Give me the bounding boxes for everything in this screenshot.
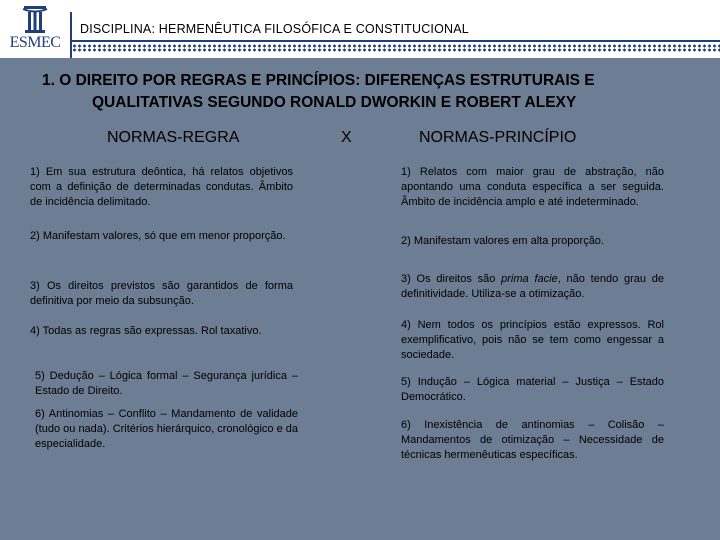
header-bar [0,0,720,58]
left-item-5: 5) Dedução – Lógica formal – Segurança jurídica – Estado de Direito. [35,370,298,397]
left-column-heading: NORMAS-REGRA [107,129,240,146]
prima-facie-emphasis: prima facie [501,273,558,285]
left-item-6: 6) Antinomias – Conflito – Mandamento de validade (tudo ou nada). Critérios hierárquico, cronológico e da especialidade. [35,408,298,450]
versus-separator: X [341,129,352,146]
right-column-heading: NORMAS-PRINCÍPIO [419,129,577,146]
right-item-4: 4) Nem todos os princípios estão expressos. Rol exemplificativo, pois não se tem como engessar a sociedade. [401,319,664,361]
right-item-3-text: 3) Os direitos são prima facie, não tendo grau de definitividade. Utiliza-se a otimização. [401,273,664,300]
column-icon [4,4,66,34]
title-line-1: 1. O DIREITO POR REGRAS E PRINCÍPIOS: DIFERENÇAS ESTRUTURAIS E [42,72,595,89]
right-item-2: 2) Manifestam valores em alta proporção. [401,235,604,247]
left-item-2: 2) Manifestam valores, só que em menor proporção. [30,230,286,242]
left-item-4: 4) Todas as regras são expressas. Rol taxativo. [30,325,262,337]
title-line-2: QUALITATIVAS SEGUNDO RONALD DWORKIN E ROBERT ALEXY [92,94,577,111]
header-rule [72,40,720,42]
right-item-5: 5) Indução – Lógica material – Justiça – Estado Democrático. [401,376,664,403]
right-item-3 [401,272,664,302]
header-dotted-rule [72,44,720,52]
course-title: DISCIPLINA: HERMENÊUTICA FILOSÓFICA E CONSTITUCIONAL [80,22,469,36]
left-item-3: 3) Os direitos previstos são garantidos de forma definitiva por meio da subsunção. [30,280,293,307]
esmec-logo [4,4,66,54]
left-item-1: 1) Em sua estrutura deôntica, há relatos objetivos com a definição de determinadas condutas. Âmbito de incidência delimitado. [30,166,293,208]
right-item-1: 1) Relatos com maior grau de abstração, não apontando uma conduta específica a ser seguida. Âmbito de incidência amplo e até indeterminado. [401,166,664,208]
right-item-6: 6) Inexistência de antinomias – Colisão – Mandamentos de otimização – Necessidade de técnicas hermenêuticas específicas. [401,419,664,461]
logo-text: ESMEC [9,34,61,51]
slide-title [28,70,708,114]
